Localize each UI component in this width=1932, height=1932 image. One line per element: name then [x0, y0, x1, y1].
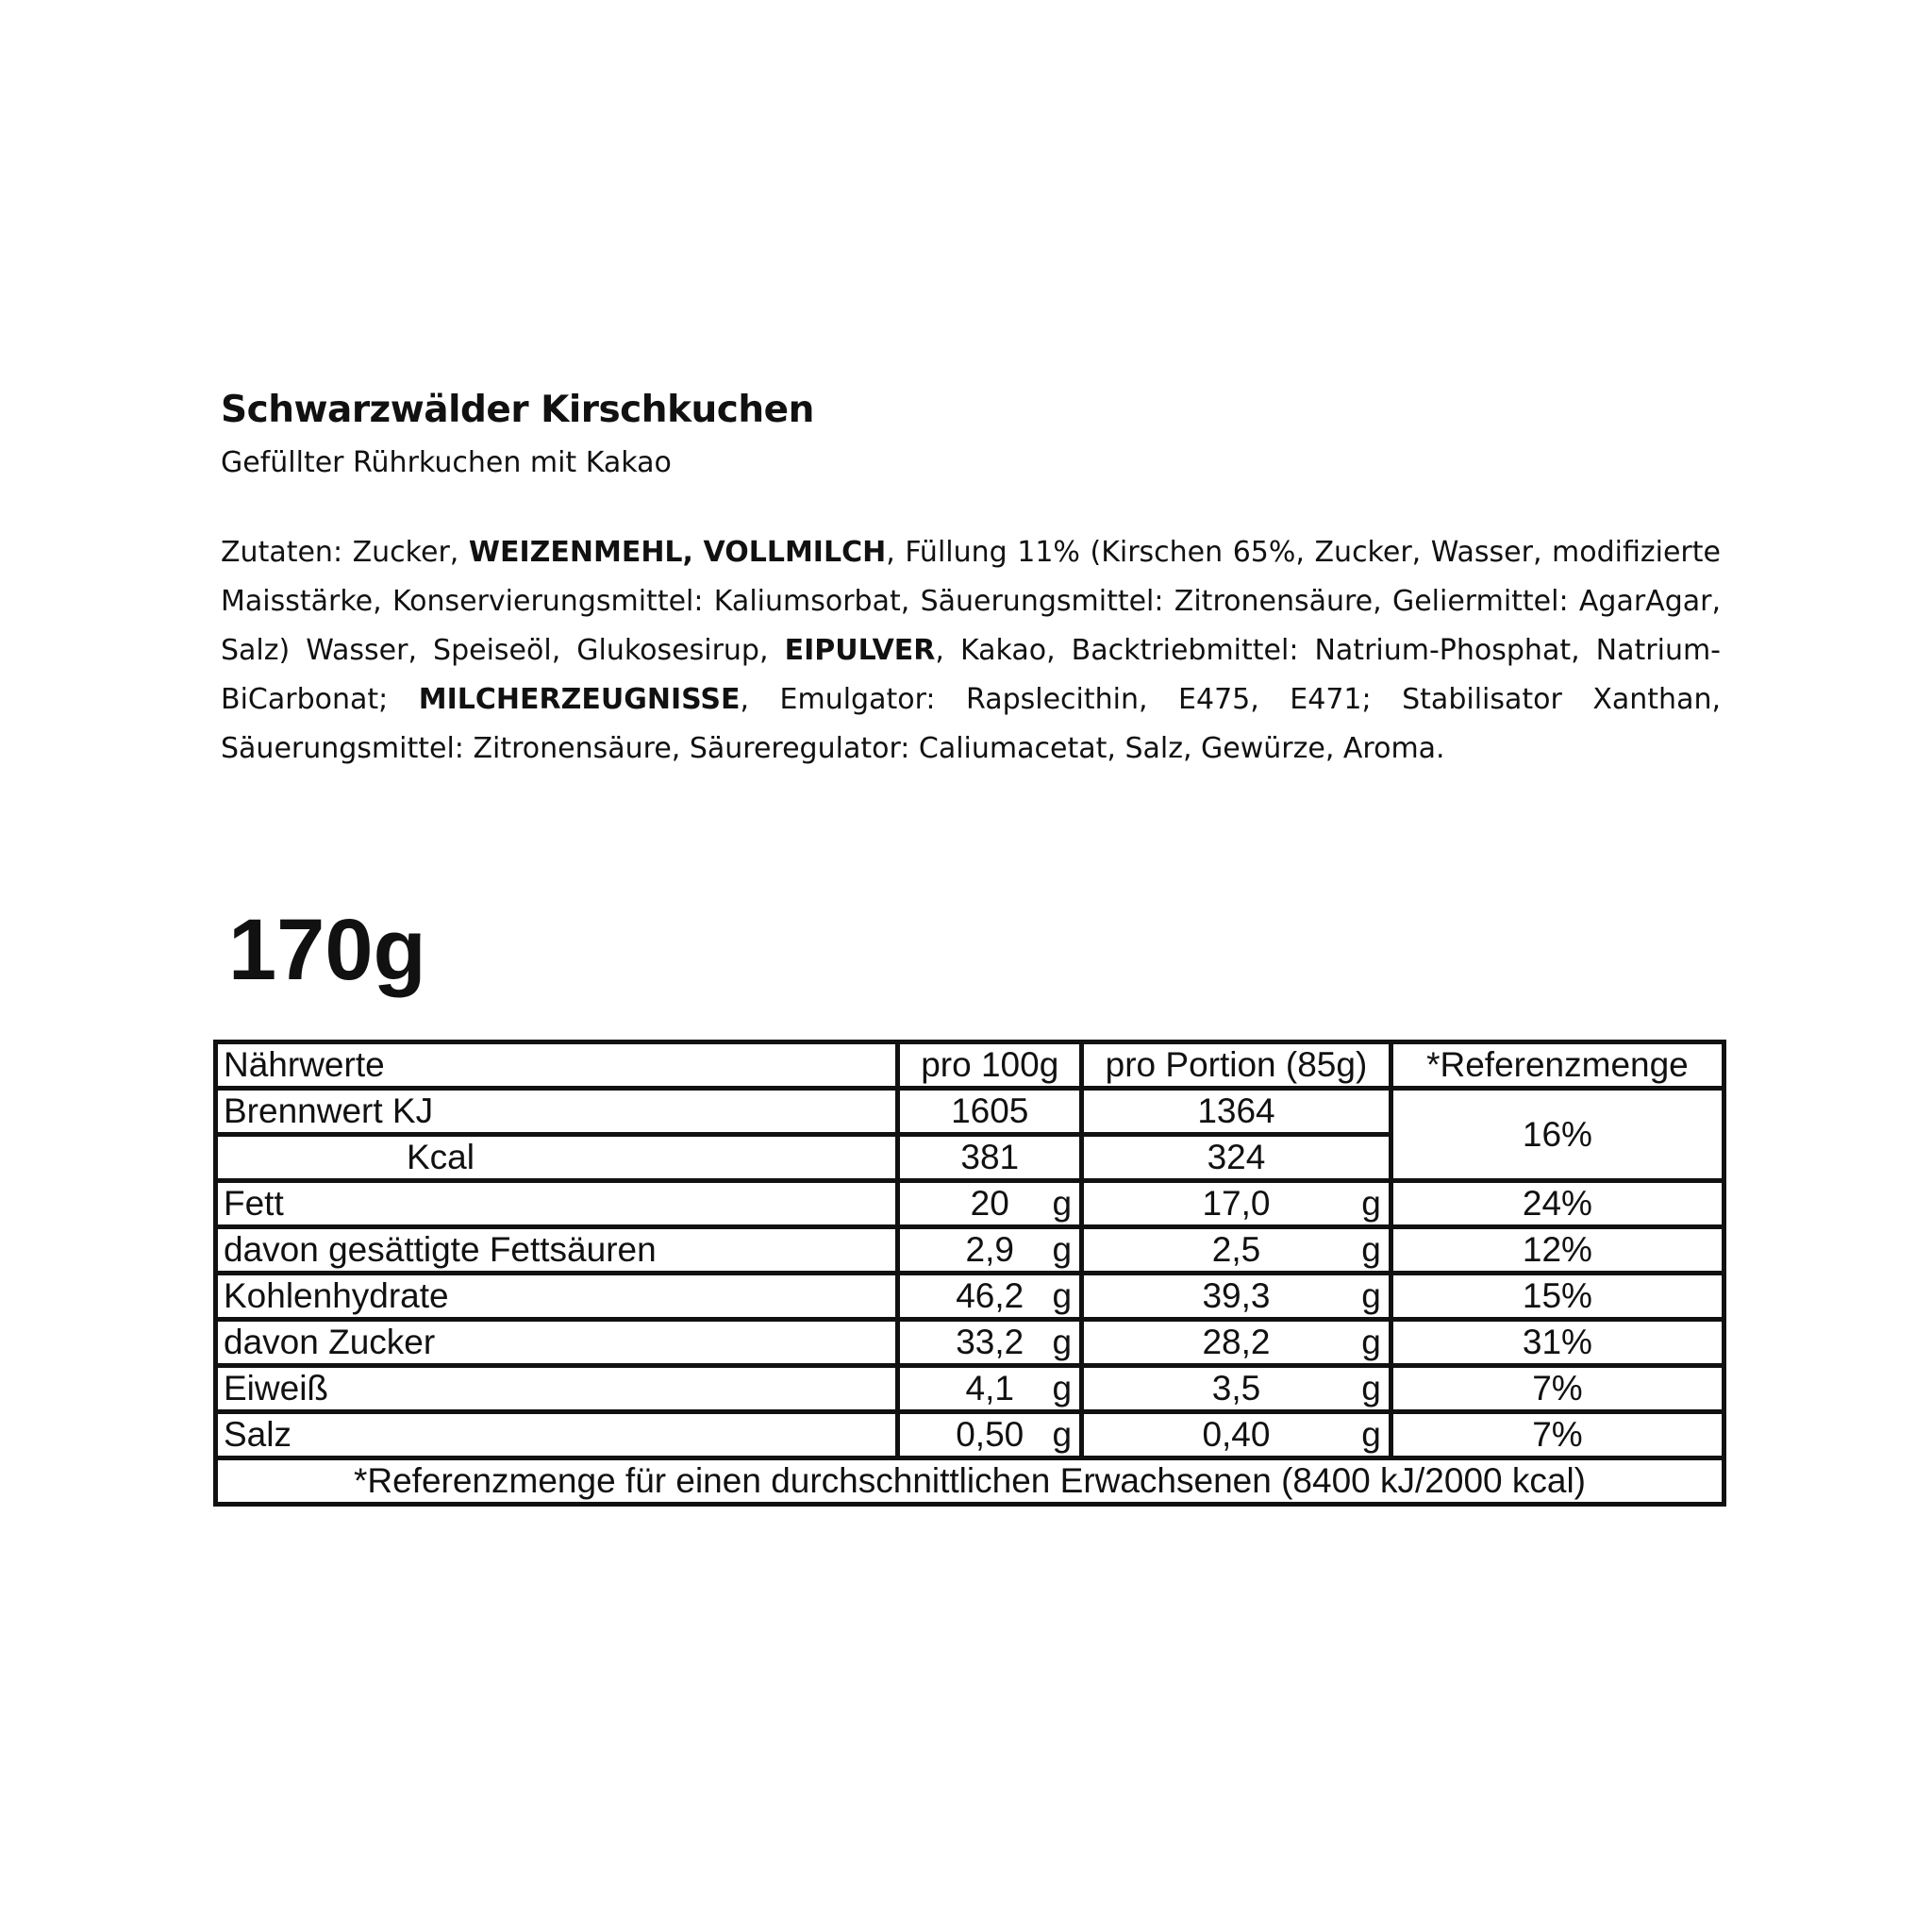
unit: g	[1052, 1184, 1073, 1223]
product-title: Schwarzwälder Kirschkuchen	[221, 389, 814, 431]
nutrient-reference	[1391, 1274, 1724, 1320]
unit: g	[1361, 1230, 1381, 1269]
table-row	[216, 1274, 1724, 1320]
energy-kcal-label: Kcal	[216, 1135, 898, 1181]
value: 33,2	[956, 1323, 1024, 1361]
net-weight: 170g	[228, 902, 426, 998]
value: 20	[970, 1184, 1009, 1223]
nutrition-table	[213, 1040, 1726, 1507]
energy-kcal-portion: 324	[1082, 1135, 1391, 1181]
header-per100: pro 100g	[898, 1042, 1082, 1089]
nutrient-reference	[1391, 1320, 1724, 1366]
nutrient-reference	[1391, 1227, 1724, 1274]
nutrient-per100	[898, 1412, 1082, 1458]
nutrient-reference	[1391, 1366, 1724, 1412]
energy-kj-per100: 1605	[898, 1089, 1082, 1135]
product-subtitle: Gefüllter Rührkuchen mit Kakao	[221, 446, 672, 479]
nutrient-per100	[898, 1366, 1082, 1412]
nutrient-reference	[1391, 1412, 1724, 1458]
value: 3,5	[1211, 1369, 1261, 1407]
reference-value: 31%	[1522, 1323, 1592, 1361]
reference-value: 15%	[1522, 1276, 1592, 1315]
nutrient-name-text: Kohlenhydrate	[224, 1276, 449, 1315]
unit: g	[1052, 1276, 1073, 1315]
value: 2,5	[1211, 1230, 1261, 1269]
ingredients-part: , Füllung 11% (Kirschen 65%, Zucker, Wasser, modifizierte Maisstärke, Konservierungsmittel: Kaliumsorbat, Säuerungsmittel: Zitronensäure, Geliermittel: AgarAgar, Salz) Wasser, Speiseöl, Glukosesirup,	[221, 536, 1721, 667]
nutrient-per100	[898, 1320, 1082, 1366]
reference-footnote: *Referenzmenge für einen durchschnittlichen Erwachsenen (8400 kJ/2000 kcal)	[216, 1458, 1724, 1505]
table-row	[216, 1181, 1724, 1227]
value: 0,50	[956, 1415, 1024, 1454]
energy-reference: 16%	[1391, 1089, 1724, 1181]
allergen-milk: VOLLMILCH	[703, 536, 887, 569]
header-portion: pro Portion (85g)	[1082, 1042, 1391, 1089]
header-name: Nährwerte	[216, 1042, 898, 1089]
reference-value: 7%	[1532, 1415, 1583, 1454]
nutrient-reference	[1391, 1181, 1724, 1227]
nutrient-name	[216, 1227, 898, 1274]
table-row	[216, 1412, 1724, 1458]
energy-kcal-per100: 381	[898, 1135, 1082, 1181]
ingredients-part: , Emulgator: Rapslecithin, E475, E471; Stabilisator Xanthan, Säuerungsmittel: Zitronensäure, Säureregulator: Caliumacetat, Salz, Gewürze, Aroma.	[221, 683, 1721, 765]
nutrient-name	[216, 1181, 898, 1227]
value: 28,2	[1202, 1323, 1271, 1361]
nutrient-name	[216, 1366, 898, 1412]
nutrient-name-text: Eiweiß	[224, 1369, 329, 1407]
unit: g	[1052, 1415, 1073, 1454]
nutrient-portion	[1082, 1227, 1391, 1274]
nutrient-per100	[898, 1181, 1082, 1227]
header-reference: *Referenzmenge	[1391, 1042, 1724, 1089]
table-row	[216, 1227, 1724, 1274]
nutrient-name-text: davon Zucker	[224, 1323, 436, 1361]
unit: g	[1361, 1276, 1381, 1315]
ingredients-text	[221, 528, 1721, 774]
reference-value: 12%	[1522, 1230, 1592, 1269]
value: 17,0	[1202, 1184, 1271, 1223]
allergen-egg: EIPULVER	[784, 634, 936, 667]
product-label	[221, 389, 1721, 774]
nutrient-name	[216, 1320, 898, 1366]
unit: g	[1052, 1230, 1073, 1269]
nutrient-name-text: Fett	[224, 1184, 284, 1223]
table-row	[216, 1089, 1724, 1135]
energy-kj-portion: 1364	[1082, 1089, 1391, 1135]
value: 2,9	[965, 1230, 1014, 1269]
nutrient-per100	[898, 1227, 1082, 1274]
unit: g	[1361, 1323, 1381, 1361]
nutrient-portion	[1082, 1320, 1391, 1366]
nutrient-name-text: Salz	[224, 1415, 291, 1454]
nutrient-name-text: davon gesättigte Fettsäuren	[224, 1230, 657, 1269]
ingredients-part	[693, 536, 704, 569]
allergen-wheat: WEIZENMEHL,	[468, 536, 693, 569]
unit: g	[1361, 1184, 1381, 1223]
nutrient-portion	[1082, 1181, 1391, 1227]
footnote-row	[216, 1458, 1724, 1505]
unit: g	[1052, 1369, 1073, 1407]
nutrient-portion	[1082, 1366, 1391, 1412]
nutrient-portion	[1082, 1274, 1391, 1320]
value: 46,2	[956, 1276, 1024, 1315]
nutrient-rows	[216, 1181, 1724, 1458]
value: 4,1	[965, 1369, 1014, 1407]
ingredients-part: , Kakao, Backtriebmittel: Natrium-Phosphat, Natrium-BiCarbonat;	[221, 634, 1722, 716]
ingredients-part: Zutaten: Zucker,	[221, 536, 469, 569]
table-row	[216, 1320, 1724, 1366]
energy-kj-label: Brennwert KJ	[216, 1089, 898, 1135]
value: 39,3	[1202, 1276, 1271, 1315]
allergen-dairy: MILCHERZEUGNISSE	[418, 683, 741, 716]
unit: g	[1052, 1323, 1073, 1361]
nutrient-portion	[1082, 1412, 1391, 1458]
reference-value: 24%	[1522, 1184, 1592, 1223]
nutrition-header-row	[216, 1042, 1724, 1089]
table-row	[216, 1366, 1724, 1412]
unit: g	[1361, 1415, 1381, 1454]
value: 0,40	[1202, 1415, 1271, 1454]
reference-value: 7%	[1532, 1369, 1583, 1407]
nutrient-name	[216, 1412, 898, 1458]
unit: g	[1361, 1369, 1381, 1407]
nutrient-name	[216, 1274, 898, 1320]
nutrient-per100	[898, 1274, 1082, 1320]
